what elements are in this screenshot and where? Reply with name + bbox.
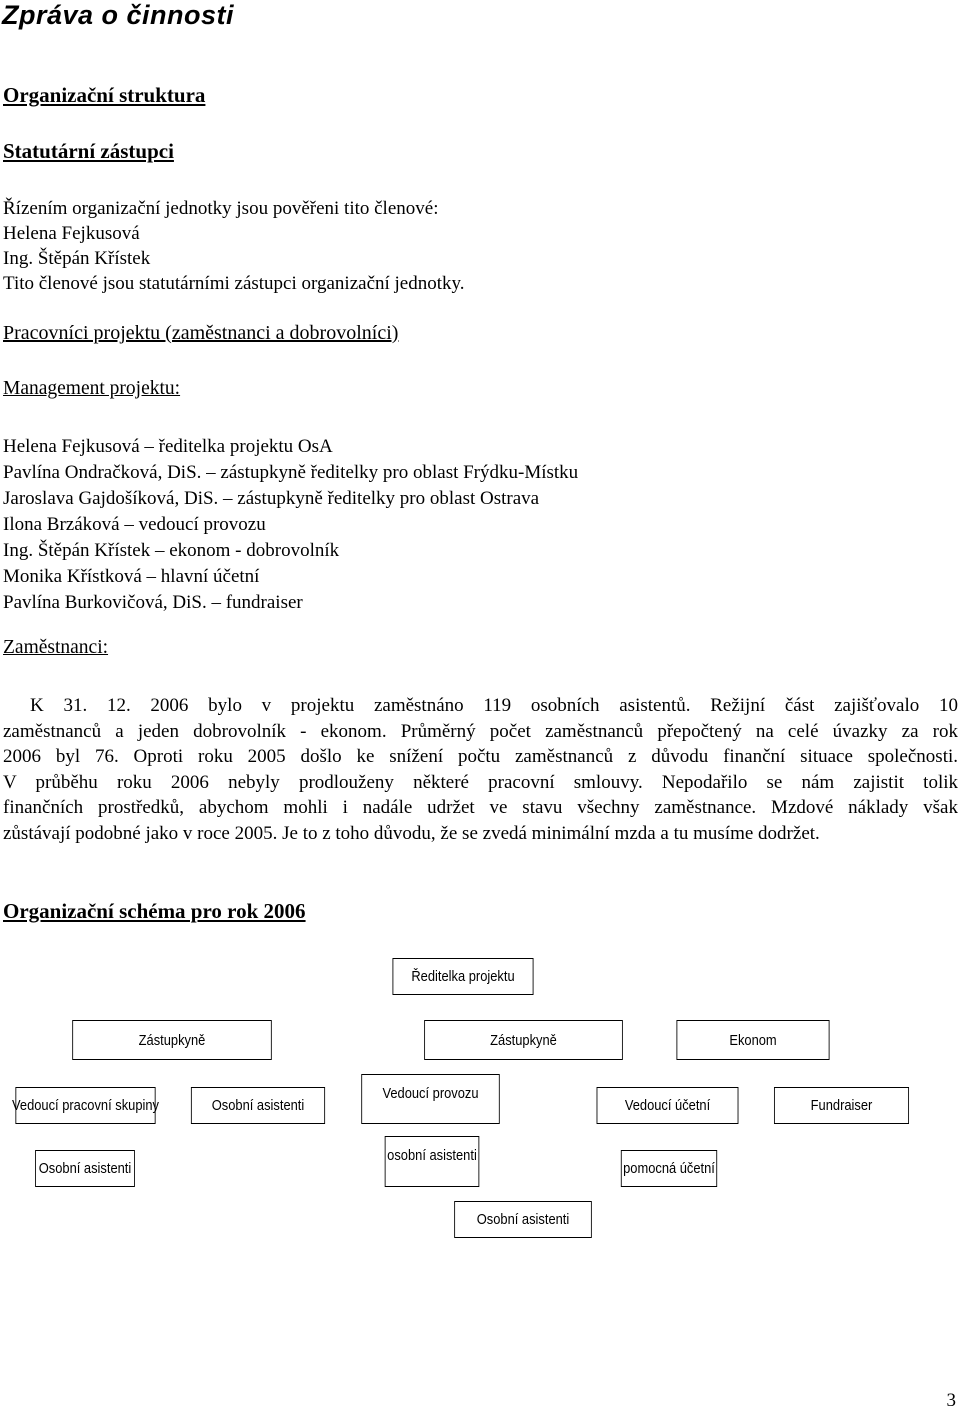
box-personal-assistants-2: Osobní asistenti bbox=[35, 1150, 135, 1187]
paragraph-line: K 31. 12. 2006 bylo v projektu zaměstnáno 119 osobních asistentů. Režijní část zajišťovalo 10 bbox=[30, 695, 958, 716]
management-label: Management projektu: bbox=[3, 378, 181, 399]
employees-paragraph bbox=[3, 693, 958, 846]
paragraph-line: zůstávají podobné jako v roce 2005. Je to z toho důvodu, že se zvedá minimální mzda a tu musíme dodržet. bbox=[3, 822, 820, 844]
heading-org-schema: Organizační schéma pro rok 2006 bbox=[3, 899, 306, 923]
box-personal-assistants-4: Osobní asistenti bbox=[454, 1201, 592, 1238]
list-item: Pavlína Ondračková, DiS. – zástupkyně ředitelky pro oblast Frýdku-Místku bbox=[3, 462, 579, 483]
list-item: Ilona Brzáková – vedoucí provozu bbox=[3, 514, 266, 535]
paragraph-line: zaměstnanců a jeden dobrovolník - ekonom. Průměrný počet zaměstnanců přepočtený na celé úvazky za rok bbox=[3, 720, 958, 742]
box-chief-accountant: Vedoucí účetní bbox=[597, 1087, 739, 1124]
intro-line: Tito členové jsou statutárními zástupci organizační jednotky. bbox=[3, 273, 465, 294]
paragraph-line: finančních prostředků, abychom mohli i nadále udržet ve stavu všechny zaměstnance. Mzdové náklady však bbox=[3, 797, 958, 818]
list-item: Pavlína Burkovičová, DiS. – fundraiser bbox=[3, 592, 303, 613]
box-work-group-head: Vedoucí pracovní skupiny bbox=[15, 1087, 155, 1124]
box-director: Ředitelka projektu bbox=[392, 958, 533, 995]
box-personal-assistants-3: osobní asistenti bbox=[385, 1136, 480, 1187]
box-operations-head: Vedoucí provozu bbox=[361, 1074, 499, 1124]
list-item: Ing. Štěpán Křístek – ekonom - dobrovolník bbox=[3, 540, 340, 561]
paragraph-line: V průběhu roku 2006 nebyly prodlouženy některé pracovní smlouvy. Nepodařilo se nám zajistit tolik bbox=[3, 771, 958, 793]
box-personal-assistants-1: Osobní asistenti bbox=[191, 1087, 325, 1124]
box-assistant-accountant: pomocná účetní bbox=[621, 1150, 717, 1187]
heading-statutory-representatives: Statutární zástupci bbox=[3, 139, 174, 163]
box-fundraiser: Fundraiser bbox=[774, 1087, 909, 1124]
intro-line: Ing. Štěpán Křístek bbox=[3, 248, 151, 269]
heading-organizational-structure: Organizační struktura bbox=[3, 83, 206, 107]
intro-line: Helena Fejkusová bbox=[3, 223, 140, 244]
paragraph-line: 2006 byl 76. Oproti roku 2005 došlo ke snížení počtu zaměstnanců z důvodu finanční situace společnosti. bbox=[3, 746, 958, 767]
document-title: Zpráva o činnosti bbox=[2, 0, 235, 30]
intro-line: Řízením organizační jednotky jsou pověřeni tito členové: bbox=[3, 198, 439, 219]
page-number: 3 bbox=[946, 1390, 956, 1411]
box-economist: Ekonom bbox=[676, 1020, 829, 1060]
heading-project-workers: Pracovníci projektu (zaměstnanci a dobrovolníci) bbox=[3, 322, 399, 344]
list-item: Jaroslava Gajdošíková, DiS. – zástupkyně ředitelky pro oblast Ostrava bbox=[3, 488, 540, 509]
box-deputy-1: Zástupkyně bbox=[72, 1020, 272, 1060]
list-item: Helena Fejkusová – ředitelka projektu OsA bbox=[3, 436, 333, 457]
employees-label: Zaměstnanci: bbox=[3, 637, 109, 658]
box-deputy-2: Zástupkyně bbox=[424, 1020, 623, 1060]
list-item: Monika Křístková – hlavní účetní bbox=[3, 566, 260, 587]
